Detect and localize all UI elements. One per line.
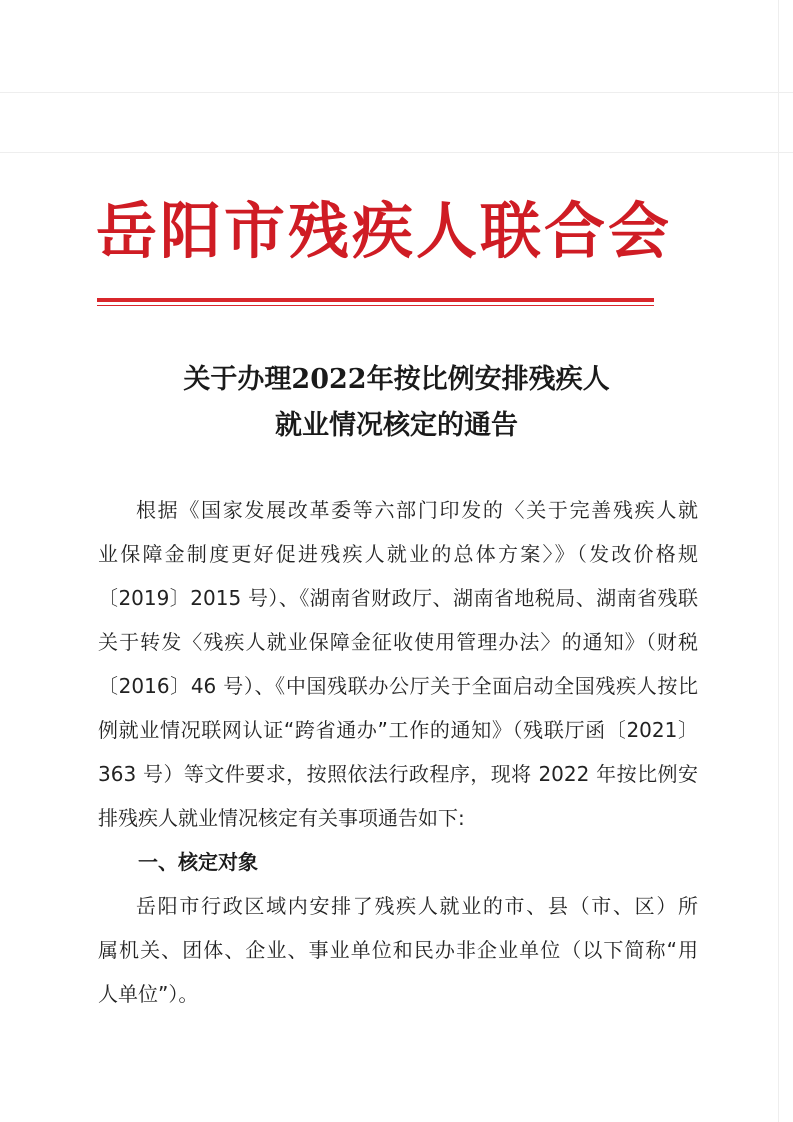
scan-artifact-line (0, 152, 793, 153)
paragraph-line: 根据《国家发展改革委等六部门印发的〈关于完善残疾人就 (136, 498, 698, 522)
paragraph-line: 人单位”）。 (98, 982, 199, 1006)
paragraph-line: 关于转发〈残疾人就业保障金征收使用管理办法〉的通知》（财税 (98, 630, 698, 654)
paragraph-line: 业保障金制度更好促进残疾人就业的总体方案〉》（发改价格规 (98, 542, 698, 566)
paragraph-line: 属机关、团体、企业、事业单位和民办非企业单位（以下简称“用 (98, 938, 698, 962)
section-heading-1: 一、核定对象 (138, 850, 258, 874)
paragraph-line: 363 号）等文件要求，按照依法行政程序，现将 2022 年按比例安 (98, 762, 698, 786)
letterhead-red-rule (97, 298, 654, 302)
document-title-line-1: 关于办理2022年按比例安排残疾人 (183, 364, 610, 395)
letterhead-red-rule-thin (97, 305, 654, 306)
letterhead-org-name: 岳阳市残疾人联合会 (96, 196, 673, 267)
scan-artifact-line (0, 92, 793, 93)
paragraph-line: 例就业情况联网认证“跨省通办”工作的通知》（残联厅函〔2021〕 (98, 718, 698, 742)
paragraph-line: 排残疾人就业情况核定有关事项通告如下: (98, 806, 465, 830)
paragraph-line: 岳阳市行政区域内安排了残疾人就业的市、县（市、区）所 (136, 894, 698, 918)
scan-artifact-edge (778, 0, 779, 1122)
paragraph-line: 〔2016〕46 号）、《中国残联办公厅关于全面启动全国残疾人按比 (98, 674, 698, 698)
paragraph-line: 〔2019〕2015 号）、《湖南省财政厅、湖南省地税局、湖南省残联 (98, 586, 698, 610)
document-title-line-2: 就业情况核定的通告 (275, 410, 518, 441)
